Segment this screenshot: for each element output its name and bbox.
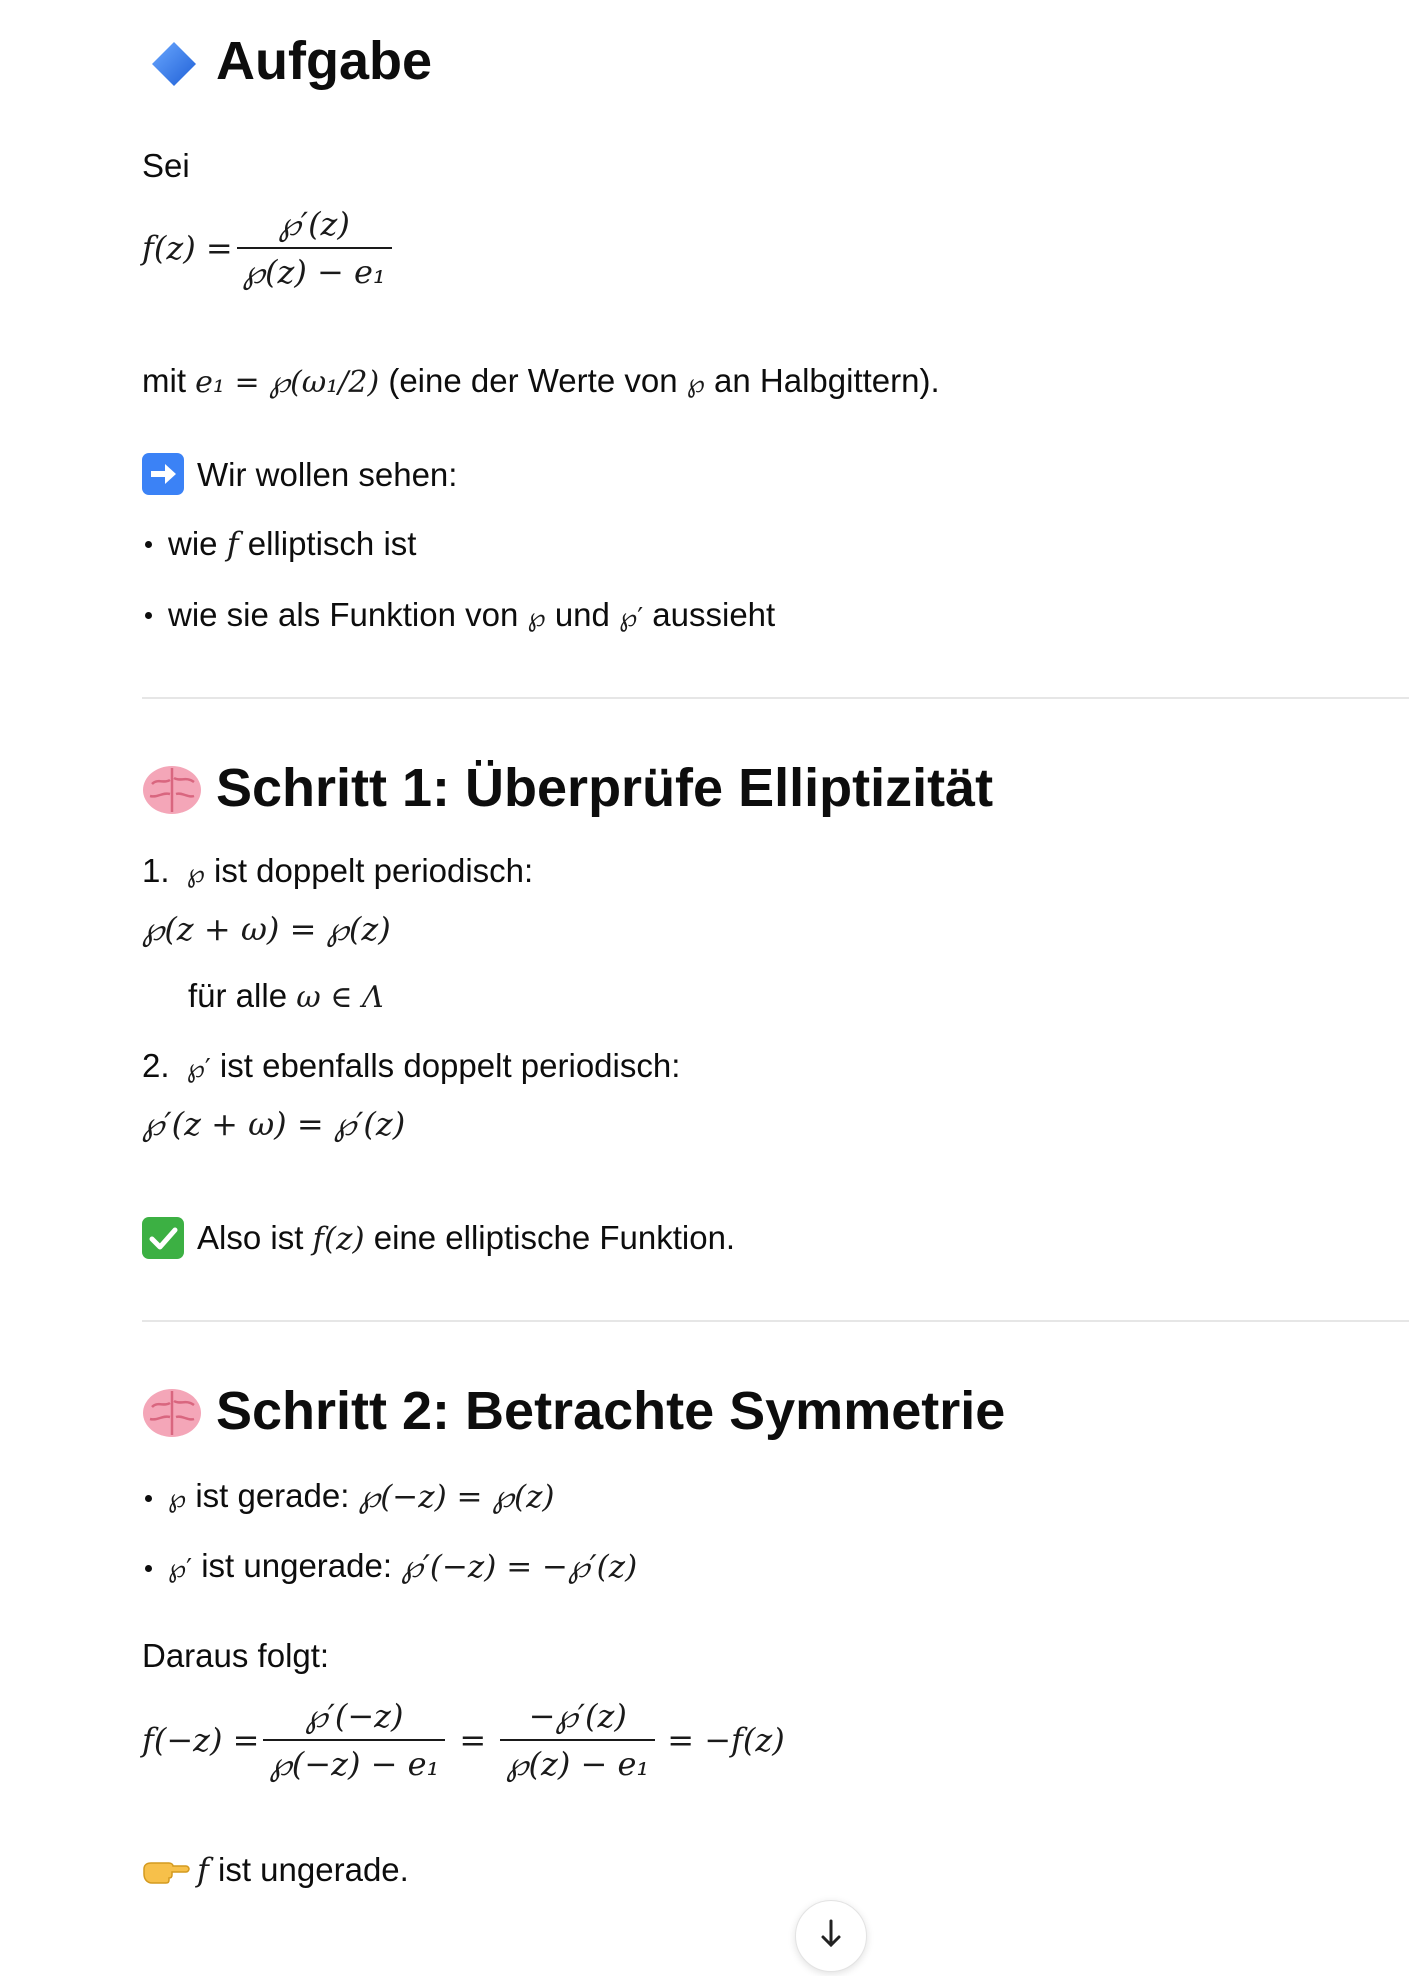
- mit-line: [142, 362, 940, 400]
- deriv-lhs: f(−z) =: [142, 1721, 260, 1759]
- deriv-rhs: = −f(z): [667, 1721, 785, 1759]
- fuer-alle-math: ω ∈ Λ: [296, 980, 384, 1015]
- deriv-den-2: ℘(z) − e₁: [500, 1739, 655, 1783]
- item2-math: ℘′: [186, 1054, 211, 1084]
- daraus-folgt: Daraus folgt:: [142, 1637, 330, 1674]
- final-text: ist ungerade.: [218, 1851, 409, 1888]
- pointing-hand-icon: [142, 1855, 190, 1891]
- deriv-fraction-1: [263, 1697, 445, 1783]
- b1-equation: ℘(−z) = ℘(z): [358, 1479, 555, 1515]
- bullet-dot: [145, 1565, 152, 1572]
- bullet-dot: [145, 612, 152, 619]
- deriv-num-2: −℘′(z): [528, 1697, 627, 1735]
- bullet-1-math: f: [226, 525, 239, 563]
- step1-eq1: ℘(z + ω) = ℘(z): [142, 910, 391, 948]
- conclusion-math: f(z): [312, 1221, 365, 1257]
- step1-eq2: ℘′(z + ω) = ℘′(z): [142, 1105, 406, 1143]
- step1-title: Schritt 1: Überprüfe Elliptizität: [216, 758, 994, 818]
- b1-math: ℘: [168, 1484, 187, 1514]
- conclusion-pre: Also ist: [197, 1219, 304, 1256]
- bullet-2-pre: wie sie als Funktion von: [168, 596, 519, 633]
- intro-bullet-1: [168, 525, 416, 563]
- bullet-2-math2: ℘′: [619, 603, 644, 633]
- f-definition: [142, 205, 396, 291]
- b1-text: ist gerade:: [195, 1477, 350, 1514]
- bullet-dot: [145, 1495, 152, 1502]
- step2-derivation: [142, 1697, 785, 1783]
- f-fraction: [237, 205, 392, 291]
- bullet-2-post: aussieht: [652, 596, 776, 633]
- item2-number: 2.: [142, 1047, 170, 1084]
- deriv-fraction-2: [500, 1697, 655, 1783]
- item2-text: ist ebenfalls doppelt periodisch:: [219, 1047, 681, 1084]
- bullet-1-post: elliptisch ist: [247, 525, 417, 562]
- intro-bullet-2: [168, 596, 775, 634]
- step2-title: Schritt 2: Betrachte Symmetrie: [216, 1381, 1006, 1441]
- step2-bullet-1: [168, 1477, 555, 1515]
- step1-item1: [142, 852, 533, 890]
- goal-text: Wir wollen sehen:: [197, 456, 458, 493]
- mit-suffix-b: an Halbgittern).: [714, 362, 940, 399]
- right-arrow-icon: [142, 453, 184, 495]
- bullet-dot: [145, 541, 152, 548]
- wp-symbol: ℘: [686, 369, 705, 399]
- f-lhs: f(z) =: [142, 229, 233, 267]
- step1-item2: [142, 1047, 680, 1085]
- f-denominator: ℘(z) − e₁: [237, 247, 392, 291]
- step1-fuer-alle: [188, 977, 384, 1015]
- final-math: f: [197, 1851, 209, 1889]
- blue-diamond-icon: [150, 40, 198, 88]
- deriv-equals: =: [459, 1721, 487, 1759]
- bullet-2-mid: und: [554, 596, 610, 633]
- step2-bullet-2: [168, 1547, 637, 1585]
- bullet-2-math1: ℘: [527, 603, 546, 633]
- deriv-num-1: ℘′(−z): [305, 1697, 404, 1735]
- scroll-down-button[interactable]: [795, 1900, 867, 1972]
- fuer-alle-text: für alle: [188, 977, 288, 1014]
- final-statement: [197, 1851, 409, 1889]
- section-divider: [142, 1320, 1409, 1322]
- item1-math: ℘: [186, 859, 205, 889]
- arrow-down-icon: [796, 1901, 866, 1971]
- bullet-1-pre: wie: [168, 525, 218, 562]
- mit-prefix: mit: [142, 362, 186, 399]
- section-divider: [142, 697, 1409, 699]
- e1-definition: e₁ = ℘(ω₁/2): [195, 365, 380, 400]
- mit-suffix-a: (eine der Werte von: [388, 362, 678, 399]
- f-numerator: ℘′(z): [278, 205, 350, 243]
- page-title: Aufgabe: [216, 31, 432, 91]
- item1-number: 1.: [142, 852, 170, 889]
- sei-label: Sei: [142, 147, 190, 184]
- item1-text: ist doppelt periodisch:: [214, 852, 534, 889]
- brain-icon: [142, 764, 202, 816]
- check-mark-icon: [142, 1217, 184, 1259]
- brain-icon: [142, 1387, 202, 1439]
- b2-math: ℘′: [168, 1554, 193, 1584]
- step1-conclusion: [197, 1219, 735, 1257]
- b2-text: ist ungerade:: [201, 1547, 393, 1584]
- b2-equation: ℘′(−z) = −℘′(z): [401, 1549, 638, 1585]
- conclusion-post: eine elliptische Funktion.: [373, 1219, 736, 1256]
- deriv-den-1: ℘(−z) − e₁: [263, 1739, 445, 1783]
